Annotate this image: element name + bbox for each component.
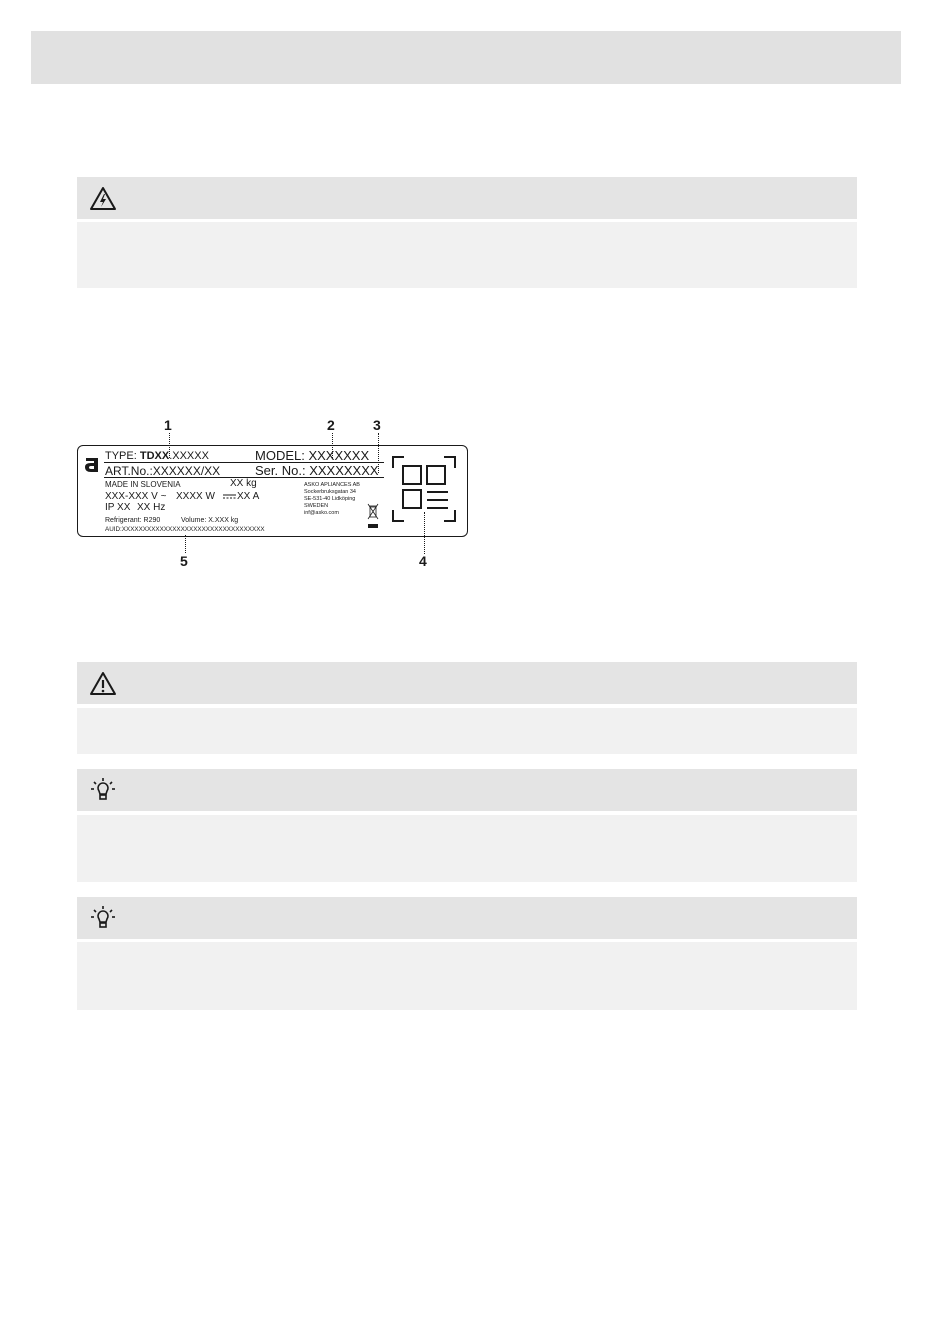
- current-text: XX A: [237, 491, 260, 502]
- lightbulb-icon: [89, 905, 117, 933]
- rating-plate: [77, 445, 468, 537]
- leader-5: [185, 535, 186, 553]
- made-in-text: MADE IN SLOVENIA: [105, 480, 181, 489]
- callout-5: 5: [180, 553, 188, 569]
- address-line: ASKO APLIANCES AB: [304, 482, 360, 488]
- tip-header-1: [77, 769, 857, 811]
- type-suffix: .XXXXX: [169, 450, 209, 462]
- serial-no-text: Ser. No.: XXXXXXXX: [255, 463, 379, 478]
- qr-code-icon: [392, 456, 456, 522]
- callout-2: 2: [327, 417, 335, 433]
- electric-warning-body: [77, 222, 857, 288]
- refrigerant-text: Refrigerant: R290: [105, 517, 161, 524]
- tip-body-2: [77, 942, 857, 1010]
- model-text: MODEL: XXXXXXX: [255, 448, 370, 463]
- address-line: SWEDEN: [304, 503, 329, 509]
- electric-warning-header: [77, 177, 857, 219]
- callout-4: 4: [419, 553, 427, 569]
- manufacturer-address: [304, 482, 374, 517]
- crossed-bin-icon: [367, 502, 379, 530]
- electric-hazard-icon: [89, 185, 117, 213]
- type-code: TDXX: [139, 450, 170, 462]
- volume-text: Volume: X.XXX kg: [181, 517, 239, 524]
- callout-3: 3: [373, 417, 381, 433]
- tip-body-1: [77, 815, 857, 882]
- warning-triangle-icon: [89, 670, 117, 698]
- callout-1: 1: [164, 417, 172, 433]
- lightbulb-icon: [89, 777, 117, 805]
- address-line: inf@asko.com: [304, 510, 339, 516]
- type-line: [105, 451, 209, 462]
- address-line: SE-531-40 Lidköping: [304, 496, 356, 502]
- type-label: TYPE:: [105, 450, 137, 462]
- asko-logo-icon: [83, 456, 101, 474]
- aid-text: AUID:XXXXXXXXXXXXXXXXXXXXXXXXXXXXXXXXXX: [105, 526, 265, 533]
- warning-header: [77, 662, 857, 704]
- tip-header-2: [77, 897, 857, 939]
- dc-current-icon: [223, 493, 236, 501]
- power-text: XXXX W: [176, 491, 215, 502]
- voltage-text: XXX-XXX V ~: [105, 491, 167, 502]
- weight-text: XX kg: [230, 478, 257, 489]
- header-bar: [31, 31, 901, 84]
- frequency-text: XX Hz: [137, 502, 166, 513]
- address-line: Sockerbruksgatan 34: [304, 489, 356, 495]
- art-no-text: ART.No.:XXXXXX/XX: [105, 464, 221, 478]
- ip-text: IP XX: [105, 502, 131, 513]
- warning-body: [77, 708, 857, 754]
